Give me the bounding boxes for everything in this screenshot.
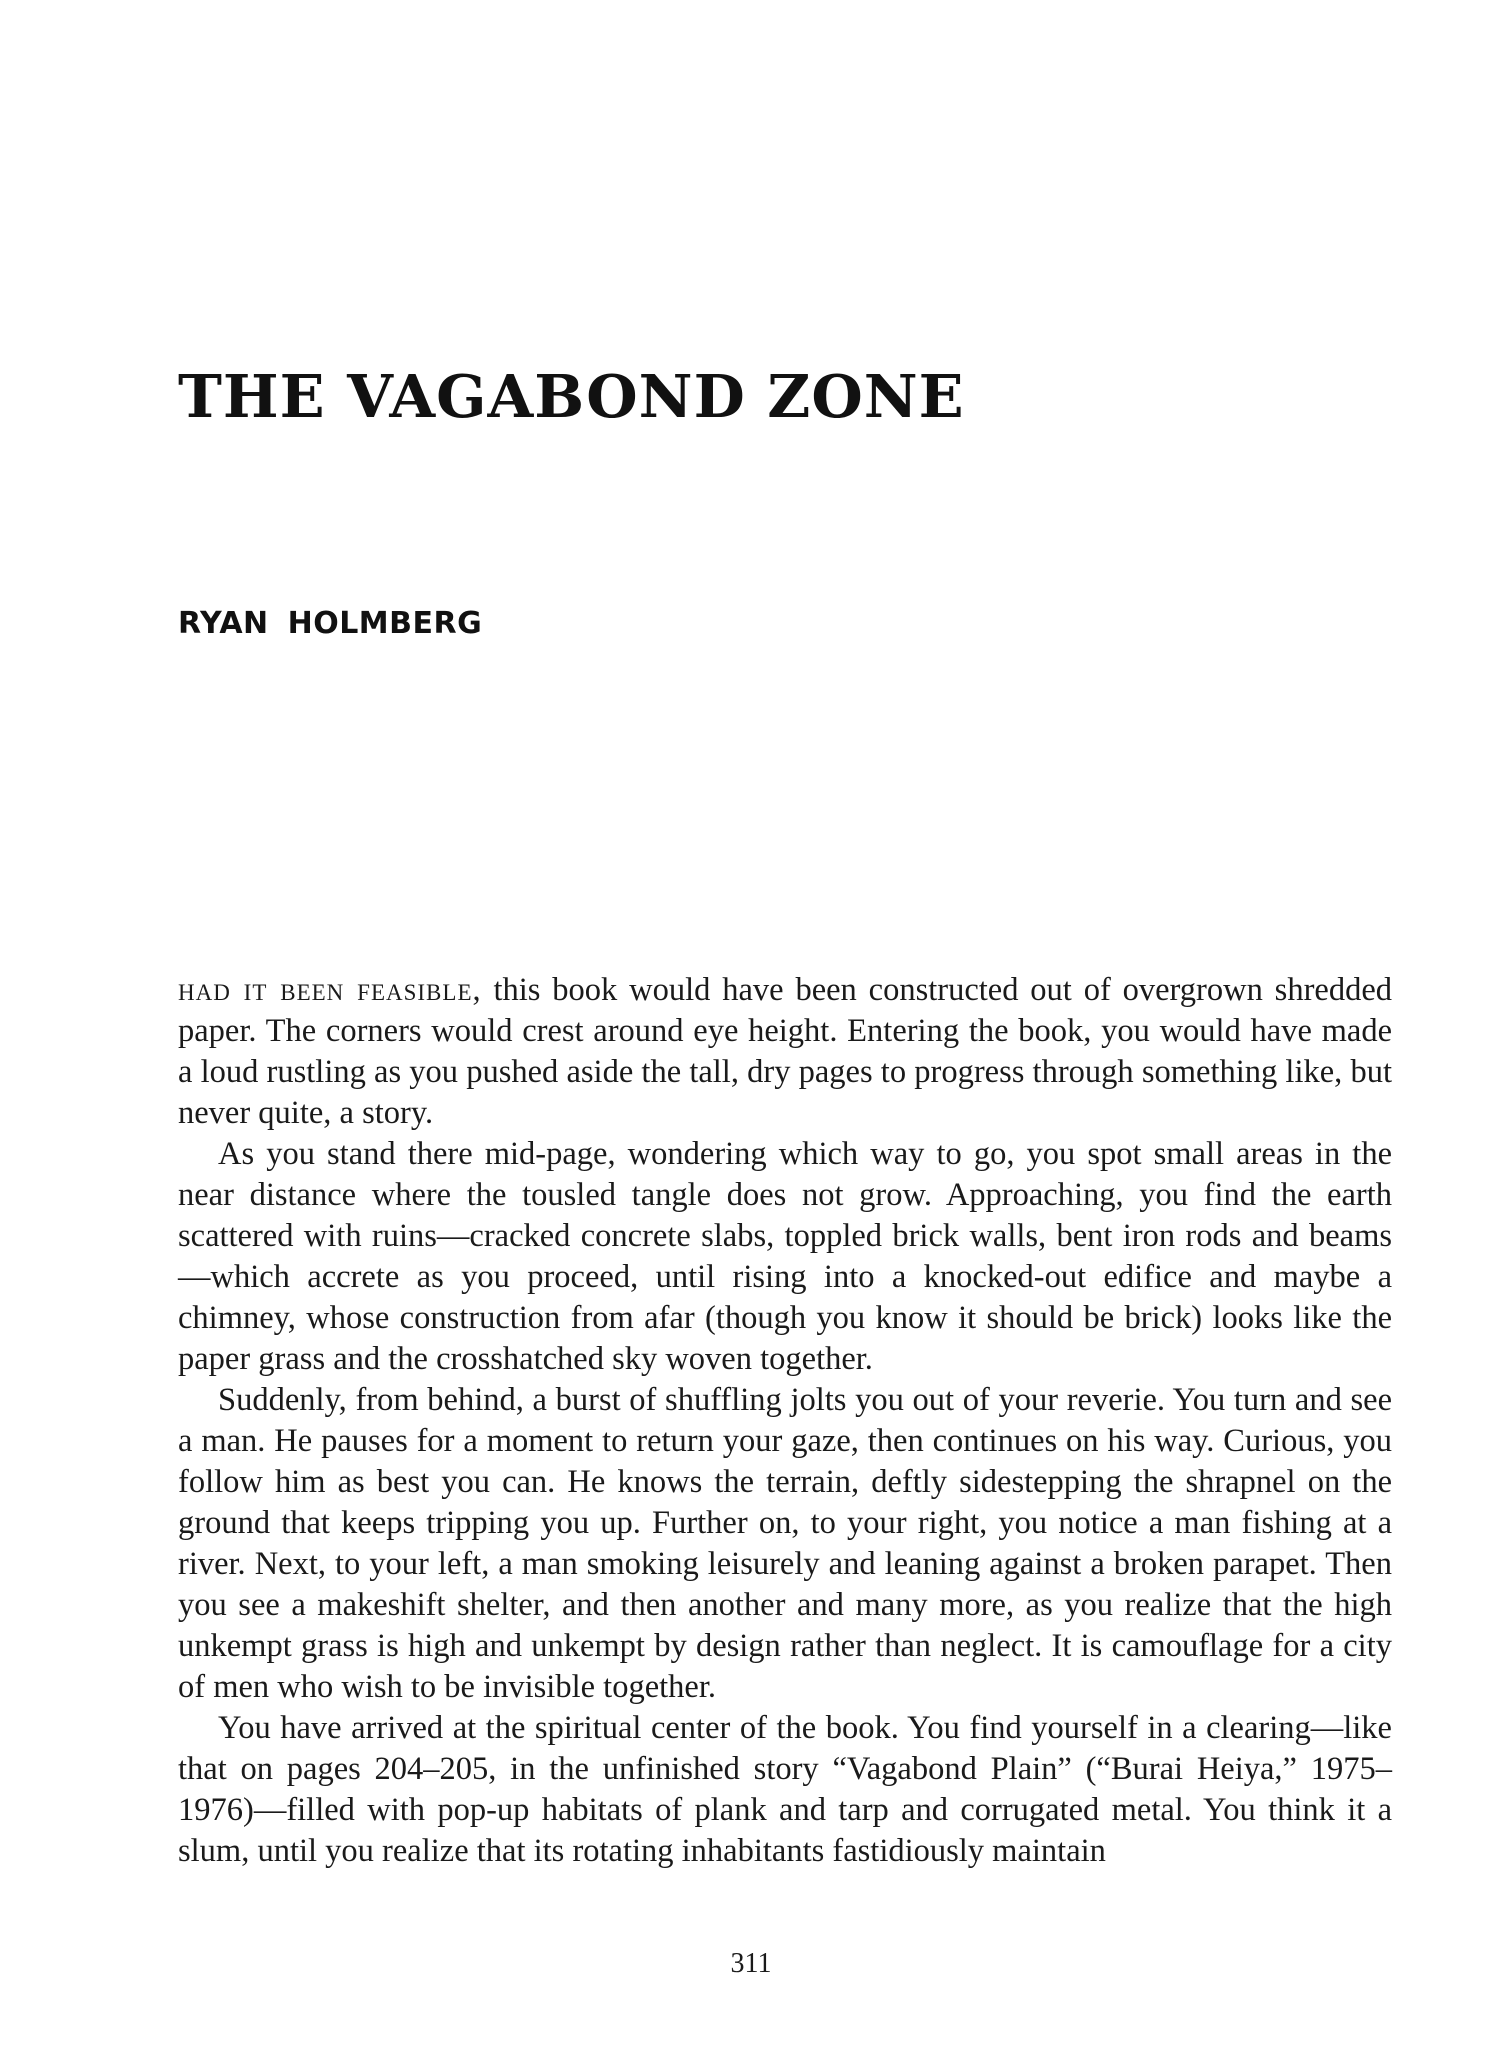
paragraph-4: You have arrived at the spiritual center of the book. You find yourself in a clearing—like that on pages 204–205, in the unfinished story “Vagabond Plain” (“Burai Heiya,” 1975–1976)—filled with pop-up habitats of plank and tarp and corrugated metal. You think it a slum, until you realize that its rotating inhabitants fastidiously maintain <box>178 1710 1392 1869</box>
chapter-author: RYAN HOLMBERG <box>178 606 483 641</box>
paragraph-3: Suddenly, from behind, a burst of shuffling jolts you out of your reverie. You turn and see a man. He pauses for a moment to return your gaze, then continues on his way. Curious, you follow him as best you can. He knows the terrain, deftly sidestepping the shrapnel on the ground that keeps tripping you up. Further on, to your right, you notice a man fishing at a river. Next, to your left, a man smoking leisurely and leaning against a broken parapet. Then you see a makeshift shelter, and then another and many more, as you realize that the high unkempt grass is high and unkempt by design rather than neglect. It is camouflage for a city of men who wish to be invisible together. <box>178 1382 1392 1705</box>
paragraph-1 <box>178 970 1392 1134</box>
chapter-title: THE VAGABOND ZONE <box>178 362 965 431</box>
lead-in-smallcaps: had it been feasible, <box>178 972 482 1008</box>
page-number: 311 <box>730 1948 772 1979</box>
body-text <box>178 970 1392 1872</box>
paragraph-2: As you stand there mid-page, wondering which way to go, you spot small areas in the near distance where the tousled tangle does not grow. Approaching, you find the earth scattered with ruins—cracked concrete slabs, toppled brick walls, bent iron rods and beams—which accrete as you proceed, until rising into a knocked-out edifice and maybe a chimney, whose construction from afar (though you know it should be brick) looks like the paper grass and the crosshatched sky woven together. <box>178 1136 1392 1377</box>
paragraph-1-text: this book would have been constructed out of overgrown shredded paper. The corners would crest around eye height. Entering the book, you would have made a loud rustling as you pushed aside the tall, dry pages to progress through something like, but never quite, a story. <box>178 972 1392 1131</box>
